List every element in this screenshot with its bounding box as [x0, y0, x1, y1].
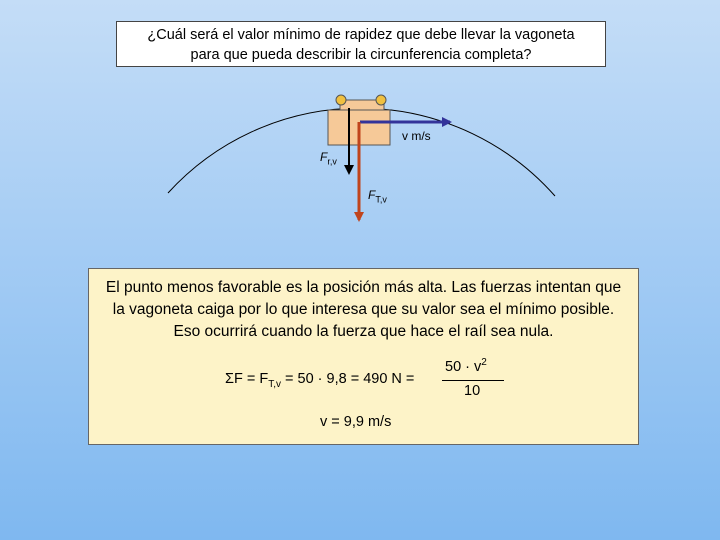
- answer-line-2: la vagoneta caiga por lo que interesa que su valor sea el mínimo posible.: [112, 301, 615, 318]
- force-equation: $\Sigma F = F_{T,v} = 50 \cdot 9,8 = 490$ N =: [225, 371, 415, 390]
- cart-wheel-right: [376, 95, 386, 105]
- question-line-1: ¿Cuál será el valor mínimo de rapidez que debe llevar la vagoneta: [147, 27, 575, 43]
- question-line-2: para que pueda describir la circunferencia completa?: [190, 47, 532, 63]
- cart-wheel-left: [336, 95, 346, 105]
- answer-explanation: [89, 277, 638, 343]
- fraction-numerator: $50 \cdot v^2$: [445, 357, 487, 375]
- result-equation: v = 9,9 m/s: [320, 414, 392, 430]
- answer-box: [88, 268, 639, 445]
- answer-line-1: El punto menos favorable es la posición más alta. Las fuerzas intentan que: [105, 279, 622, 296]
- weight-force-label: $F_{T,v}$: [368, 188, 387, 205]
- fraction-bar: [442, 380, 504, 381]
- answer-line-3: Eso ocurrirá cuando la fuerza que hace el raíl sea nula.: [173, 323, 554, 340]
- rail-force-label: $F_{r,v}$: [320, 150, 337, 167]
- velocity-label: v m/s: [402, 129, 431, 143]
- fraction-denominator: 10: [464, 383, 481, 399]
